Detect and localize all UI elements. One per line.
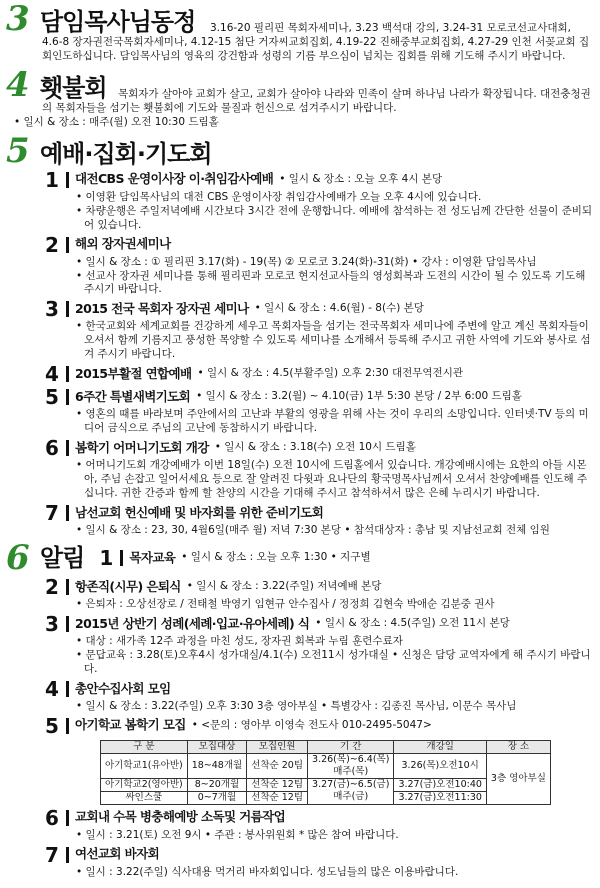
section-text: 목회자가 살아야 교회가 살고, 교회가 살아야 나라와 민족이 살며 하나님 나라가 확장됩니다. 대전충청권의 목회자들을 섬기는 횃불회에 기도와 물질과 헌신으로 섬겨주시기 바랍니다. bbox=[42, 87, 591, 114]
item-lines bbox=[76, 700, 594, 714]
item-line: • 한국교회와 세계교회를 건강하게 세우고 목회자들을 섬기는 전국목회자 세미나에 주변에 알고 계신 목회자들이 오셔서 함께 기름지고 풍성한 목양할 수 있도록 세미나를 소개해서 등록해 주시고 귀한 사역에 기도와 봉사로 섬겨 주시기 바랍니다. bbox=[76, 320, 594, 362]
item-lines bbox=[76, 524, 594, 538]
numbered-item bbox=[42, 678, 594, 714]
table-cell: 싸인스쿨 bbox=[101, 791, 188, 804]
numbered-item bbox=[42, 576, 594, 612]
item-number: 1 bbox=[45, 167, 59, 192]
item-number: 6 bbox=[45, 436, 59, 461]
item-title: 해외 장자권세미나 bbox=[75, 236, 171, 252]
item-head bbox=[42, 437, 594, 459]
item-title: 남선교회 헌신예배 및 바자회를 위한 준비기도회 bbox=[75, 504, 324, 520]
item-title: 여선교회 바자회 bbox=[75, 846, 160, 862]
item-line: • 어머니기도회 개강예배가 이번 18일(수) 오전 10시에 드림홀에서 있습니다. 개강예배시에는 요한의 아들 시몬아, 주님 손잡고 일어서세요 등으로 잘 알려진 다윗과 요나단의 황국명목사님께서 오셔서 찬양예배를 인도해 주십니다. 귀한 간증과 함께 할 찬양의 시간을 기대해 주시고 참석하셔서 많은 은혜 누리시기 바랍니다. bbox=[76, 459, 594, 501]
item-title: 봄학기 어머니기도회 개강 bbox=[75, 439, 209, 455]
item-divider bbox=[66, 681, 69, 697]
worship-items bbox=[6, 169, 594, 538]
item-head bbox=[42, 298, 594, 320]
table-cell: 3.27(금)~6.5(금) 매주(금) bbox=[308, 778, 394, 804]
table-cell: 선착순 12팀 bbox=[247, 791, 308, 804]
table-cell: 0~7개월 bbox=[187, 791, 247, 804]
item-divider bbox=[66, 718, 69, 734]
table-cell: 선착순 20팀 bbox=[247, 753, 308, 778]
item-title: 2015 전국 목회자 장자권 세미나 bbox=[75, 301, 249, 317]
item-number: 7 bbox=[45, 501, 59, 526]
table-header: 개강일 bbox=[394, 740, 486, 753]
item-number: 1 bbox=[99, 546, 114, 571]
item-lines bbox=[76, 598, 594, 612]
item-divider bbox=[66, 366, 69, 382]
item-lines bbox=[76, 320, 594, 362]
item-info: • 일시 & 장소 : 오늘 오후 4시 본당 bbox=[279, 172, 443, 185]
table-cell: 3.27(금)오전11:30 bbox=[394, 791, 486, 804]
item-line: • 일시 & 장소 : 23, 30, 4월6일(매주 월) 저녁 7:30 본당 • 참석대상자 : 총남 및 지남선교회 전체 임원 bbox=[76, 524, 594, 538]
item-divider bbox=[66, 440, 69, 456]
table-cell-place: 3층 영아부실 bbox=[486, 753, 550, 804]
item-title: 2015부활절 연합예배 bbox=[75, 365, 192, 381]
item-line: • 문답교육 : 3.28(토)오후4시 성가대실/4.1(수) 오전11시 성가대실 • 신청은 담당 교역자에게 해 주시기 바랍니다. bbox=[76, 649, 594, 677]
item-divider bbox=[66, 172, 69, 188]
item-line: • 대상 : 새가족 12주 과정을 마친 성도, 장자권 회복과 누림 훈련수료자 bbox=[76, 635, 594, 649]
item-head bbox=[42, 363, 594, 385]
item-title: 교회내 수목 병충해예방 소독및 거름작업 bbox=[75, 809, 286, 825]
item-divider bbox=[66, 579, 69, 595]
item-head bbox=[42, 502, 594, 524]
item-head bbox=[42, 807, 594, 829]
item-head bbox=[42, 234, 594, 256]
item-line: • 이영환 담임목사님의 대전 CBS 운영이사장 취임감사예배가 오늘 오후 4시에 있습니다. bbox=[76, 191, 594, 205]
item-head bbox=[42, 678, 594, 700]
item-line: • 은퇴자 : 오상선장로 / 전태철 박영기 임현규 안수집사 / 정정희 김현숙 박애순 김분중 권사 bbox=[76, 598, 594, 612]
table-cell: 3.26(목)오전10시 bbox=[394, 753, 486, 778]
item-title: 아기학교 봄학기 모집 bbox=[75, 717, 186, 733]
item-line: • 일시 & 장소 : ① 필리핀 3.17(화) - 19(목) ② 모로코 3.24(화)-31(화) • 강사 : 이영환 담임목사님 bbox=[76, 256, 594, 270]
item-info: • 일시 & 장소 : 4.5(주일) 오전 11시 본당 bbox=[315, 616, 510, 629]
numbered-item bbox=[42, 807, 594, 843]
item-divider bbox=[120, 550, 123, 566]
table-header: 구 분 bbox=[101, 740, 188, 753]
table-cell: 아기학교2(영아반) bbox=[101, 778, 188, 791]
section-title: 횃불회 bbox=[40, 73, 107, 102]
item-head bbox=[42, 715, 594, 737]
item-title: 총안수집사회 모임 bbox=[75, 680, 171, 696]
table-cell: 선착순 12팀 bbox=[247, 778, 308, 791]
item-number: 2 bbox=[45, 232, 59, 257]
item-line: • 일시 : 3.21(토) 오전 9시 • 주관 : 봉사위원회 * 많은 참여 바랍니다. bbox=[76, 829, 594, 843]
item-number: 5 bbox=[45, 713, 59, 738]
item-lines bbox=[76, 408, 594, 436]
item-line: • 일시 : 3.22(주일) 식사대용 먹거리 바자회입니다. 성도님들의 많은 이용바랍니다. bbox=[76, 866, 594, 880]
item-number: 3 bbox=[45, 611, 59, 636]
table-header: 모집인원 bbox=[247, 740, 308, 753]
table-cell: 18~48개월 bbox=[187, 753, 247, 778]
section-title: 알림 bbox=[40, 544, 85, 573]
item-line: • 일시 & 장소 : 3.22(주일) 오후 3:30 3층 영아부실 • 특별강사 : 김종진 목사님, 이문수 목사님 bbox=[76, 700, 594, 714]
section-number: 6 bbox=[6, 538, 30, 579]
item-lines bbox=[76, 459, 594, 501]
item-number: 3 bbox=[45, 297, 59, 322]
item-number: 7 bbox=[45, 842, 59, 867]
item-divider bbox=[66, 301, 69, 317]
table-header: 기 간 bbox=[308, 740, 394, 753]
numbered-item bbox=[42, 234, 594, 298]
section-worship bbox=[6, 130, 594, 538]
numbered-item bbox=[42, 613, 594, 677]
table-cell: 3.27(금)오전10:40 bbox=[394, 778, 486, 791]
numbered-item bbox=[42, 169, 594, 233]
item-line: • 선교사 장자권 세미나를 통해 필리핀과 모로코 현지선교사들의 영성회복과 도전의 시간이 될 수 있도록 기도해 주시기 바랍니다. bbox=[76, 270, 594, 298]
item-head bbox=[42, 576, 594, 598]
numbered-item bbox=[42, 437, 594, 501]
section-title: 담임목사님동정 bbox=[40, 8, 196, 36]
item-title: 2015년 상반기 성례(세례·입교·유아세례) 식 bbox=[75, 615, 310, 631]
item-lines bbox=[76, 829, 594, 843]
table-header: 모집대상 bbox=[187, 740, 247, 753]
numbered-item bbox=[42, 363, 594, 385]
numbered-item bbox=[6, 538, 594, 579]
item-info: • 일시 & 장소 : 4.5(부활주일) 오후 2:30 대전무역전시관 bbox=[197, 367, 463, 380]
section-text: 3.16-20 필리핀 목회자세미나, 3.23 백석대 강의, 3.24-31 모로코선교사대회, 4.6-8 장자권전국목회자세미나, 4.12-15 첨단 거자씨교회집회, 4.19-22 진해중부교회집회, 4.27-29 인천 서꽂교회 집회인도하십니다. 담임목사님의 영육의 강건함과 성령의 기름 부으심이 넘치는 집회를 위해 기도해 주시기 바랍니다. bbox=[42, 22, 590, 62]
item-number: 4 bbox=[45, 676, 59, 701]
item-lines bbox=[76, 866, 594, 880]
item-head bbox=[42, 613, 594, 635]
item-info: • 일시 & 장소 : 3.2(월) ~ 4.10(금) 1부 5:30 본당 / 2부 6:00 드림홀 bbox=[196, 390, 522, 403]
item-divider bbox=[66, 389, 69, 405]
section-pastor-news bbox=[6, 2, 594, 64]
item-info: • 일시 & 장소 : 3.22(주일) 저녁예배 본당 bbox=[186, 580, 382, 593]
item-title: 6주간 특별새벽기도회 bbox=[75, 388, 191, 404]
item-line: • 차량운행은 주일저녁예배 시간보다 3시간 전에 운행합니다. 예배에 참석하는 전 성도님께 간단한 선물이 준비되어 있습니다. bbox=[76, 205, 594, 233]
item-divider bbox=[66, 810, 69, 826]
table-cell: 8~20개월 bbox=[187, 778, 247, 791]
item-divider bbox=[66, 237, 69, 253]
section-number: 4 bbox=[6, 64, 30, 105]
item-lines bbox=[76, 256, 594, 298]
item-divider bbox=[66, 847, 69, 863]
item-line: • 영혼의 때를 바라보며 주안에서의 고난과 부활의 영광을 위해 사는 것이 우리의 소망입니다. 인터넷·TV 등의 미디어 금식으로 주님의 고난에 동참하시기 바랍니다. bbox=[76, 408, 594, 436]
section-number: 3 bbox=[6, 0, 30, 39]
item-info: • <문의 : 영아부 이영숙 전도사 010-2495-5047> bbox=[191, 718, 432, 731]
item-head bbox=[42, 169, 594, 191]
item-number: 6 bbox=[45, 805, 59, 830]
item-info: • 일시 & 장소 : 오늘 오후 1:30 • 지구별 bbox=[181, 551, 371, 564]
item-number: 2 bbox=[45, 575, 59, 600]
section-title: 예배·집회·기도회 bbox=[40, 139, 212, 168]
item-info: • 일시 & 장소 : 4.6(월) - 8(수) 본당 bbox=[254, 302, 424, 315]
numbered-item bbox=[42, 715, 594, 805]
item-title: 목자교육 bbox=[129, 549, 176, 565]
numbered-item bbox=[42, 844, 594, 880]
item-lines bbox=[76, 635, 594, 677]
section-line: • 일시 & 장소 : 매주(월) 오전 10:30 드림홀 bbox=[6, 116, 594, 130]
item-head bbox=[42, 386, 594, 408]
notice-items bbox=[6, 538, 594, 880]
item-divider bbox=[66, 616, 69, 632]
item-lines bbox=[76, 191, 594, 233]
section-number: 5 bbox=[6, 130, 30, 171]
item-title: 대전CBS 운영이사장 이·취임감사예배 bbox=[75, 171, 274, 187]
item-divider bbox=[66, 505, 69, 521]
section-notice bbox=[6, 538, 594, 880]
nursery-schedule-table bbox=[100, 740, 551, 805]
numbered-item bbox=[42, 502, 594, 538]
item-info: • 일시 & 장소 : 3.18(수) 오전 10시 드림홀 bbox=[214, 441, 416, 454]
item-head bbox=[42, 844, 594, 866]
item-title: 항존직(시무) 은퇴식 bbox=[75, 578, 181, 594]
table-cell: 3.26(목)~6.4(목) 매주(목) bbox=[308, 753, 394, 778]
table-header: 장 소 bbox=[486, 740, 550, 753]
section-torch bbox=[6, 64, 594, 130]
table-cell: 아기학교1(유아반) bbox=[101, 753, 188, 778]
table-row bbox=[101, 778, 551, 791]
numbered-item bbox=[42, 386, 594, 436]
table-row bbox=[101, 753, 551, 778]
item-number: 5 bbox=[45, 385, 59, 410]
numbered-item bbox=[42, 298, 594, 362]
item-number: 4 bbox=[45, 362, 59, 387]
item-head bbox=[6, 538, 594, 579]
